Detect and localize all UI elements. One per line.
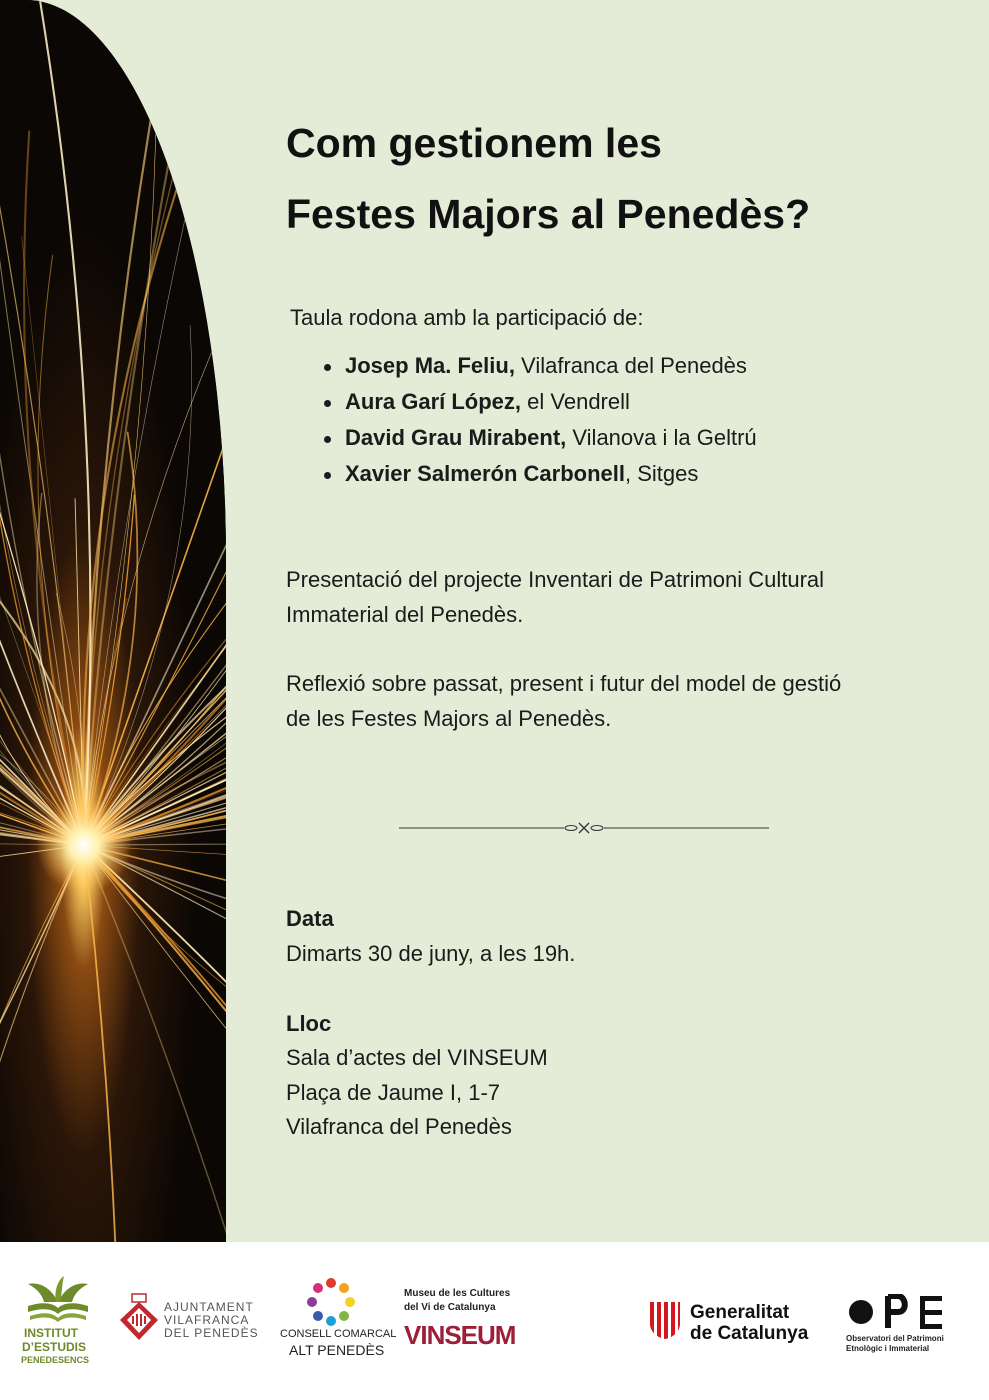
participant-name: David Grau Mirabent, <box>345 425 567 450</box>
opei-line-2: Etnològic i Immaterial <box>846 1344 930 1353</box>
place-label: Lloc <box>286 1011 332 1036</box>
participant-place: el Vendrell <box>521 389 630 414</box>
presentation-paragraph: Presentació del projecte Inventari de Patrimoni Cultural Immaterial del Penedès. <box>286 567 825 627</box>
vinseum-line-1: Museu de les Cultures <box>404 1288 511 1299</box>
participant-name: Josep Ma. Feliu, <box>345 353 515 378</box>
generalitat-logo <box>648 1300 818 1344</box>
participant-name: Xavier Salmerón Carbonell <box>345 461 625 486</box>
ieps-line-3: PENEDESENCS <box>21 1355 90 1365</box>
opei-logo <box>846 1294 956 1356</box>
ieps-line-2: D’ESTUDIS <box>22 1340 87 1354</box>
generalitat-line-2: de Catalunya <box>690 1323 809 1344</box>
ajuntament-line-1: AJUNTAMENT <box>164 1300 254 1314</box>
sponsor-footer <box>0 1242 989 1400</box>
opei-mark-icon <box>848 1294 946 1330</box>
opei-line-1: Observatori del Patrimoni <box>846 1334 944 1343</box>
ajuntament-line-2: VILAFRANCA <box>164 1313 250 1327</box>
list-item <box>322 384 757 420</box>
ieps-line-1: INSTITUT <box>24 1326 78 1340</box>
ornament-divider <box>399 820 769 836</box>
place-line-1: Sala d’actes del VINSEUM <box>286 1045 548 1070</box>
ieps-emblem-icon <box>20 1272 96 1324</box>
consell-line-1: CONSELL COMARCAL <box>280 1328 397 1340</box>
title-line-2: Festes Majors al Penedès? <box>286 191 811 237</box>
participant-place: Vilafranca del Penedès <box>514 353 747 378</box>
list-item <box>322 420 757 456</box>
ieps-logo <box>20 1272 96 1367</box>
generalitat-line-1: Generalitat <box>690 1302 790 1323</box>
generalitat-shield-icon <box>648 1300 682 1340</box>
participant-place: Vilanova i la Geltrú <box>566 425 757 450</box>
intro-text: Taula rodona amb la participació de: <box>290 305 644 330</box>
consell-ring-icon <box>307 1278 355 1326</box>
ajuntament-line-3: DEL PENEDÈS <box>164 1326 259 1340</box>
fireworks-photo <box>0 0 226 1242</box>
vinseum-wordmark: VINSEUM <box>404 1320 516 1350</box>
participant-name: Aura Garí López, <box>345 389 522 414</box>
date-label: Data <box>286 906 334 931</box>
vinseum-line-2: del Vi de Catalunya <box>404 1302 496 1313</box>
reflection-paragraph: Reflexió sobre passat, present i futur del model de gestió de les Festes Majors al Penedès. <box>286 671 842 731</box>
ajuntament-logo <box>118 1292 258 1346</box>
participants-list <box>322 348 757 492</box>
place-line-2: Plaça de Jaume I, 1-7 <box>286 1080 501 1105</box>
date-value: Dimarts 30 de juny, a les 19h. <box>286 941 576 966</box>
page-title <box>286 108 966 250</box>
consell-logo <box>280 1278 397 1362</box>
list-item <box>322 348 757 384</box>
title-line-1: Com gestionem les <box>286 120 662 166</box>
ajuntament-shield-icon <box>118 1292 160 1342</box>
consell-line-2: ALT PENEDÈS <box>289 1342 385 1358</box>
list-item <box>322 456 757 492</box>
place-line-3: Vilafranca del Penedès <box>286 1114 512 1139</box>
participant-place: , Sitges <box>625 461 699 486</box>
vinseum-logo <box>404 1288 544 1358</box>
